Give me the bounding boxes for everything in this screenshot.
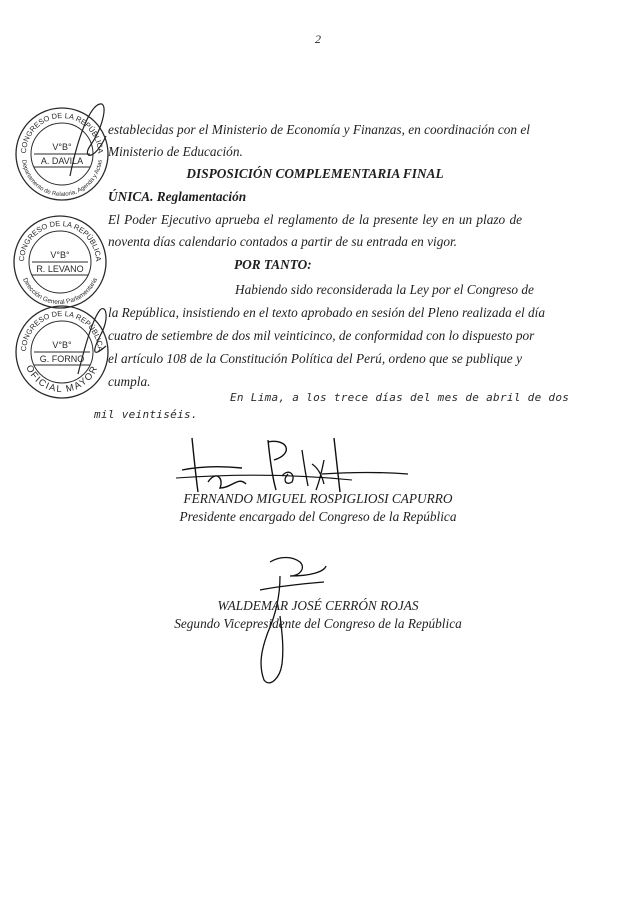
stamp-levano-vobo: V°B° (50, 250, 70, 260)
final-paragraph-line-3: cuatro de setiembre de dos mil veinticinco, de conformidad con lo dispuesto por (108, 328, 535, 343)
signatory-2-title: Segundo Vicepresidente del Congreso de la República (174, 616, 462, 631)
paragraph-1-line-1: establecidas por el Ministerio de Economía y Finanzas, en coordinación con el (108, 122, 530, 137)
page-number: 2 (315, 32, 321, 46)
date-line-1: En Lima, a los trece días del mes de abril de dos (230, 391, 570, 404)
signatory-1-title: Presidente encargado del Congreso de la República (179, 509, 457, 524)
date-line-2: mil veintiséis. (94, 408, 198, 421)
stamp-forno-name: G. FORNO (39, 354, 85, 364)
stamp-levano-ring-top: CONGRESO DE LA REPÚBLICA (16, 218, 104, 262)
article-body-line-2: noventa días calendario contados a partir de su entrada en vigor. (108, 234, 458, 249)
signatory-1-name: FERNANDO MIGUEL ROSPIGLIOSI CAPURRO (183, 491, 453, 506)
paragraph-1-line-2: Ministerio de Educación. (108, 144, 243, 159)
final-paragraph-line-5: cumpla. (108, 374, 151, 389)
final-paragraph-line-2: la República, insistiendo en el texto aprobado en sesión del Pleno realizada el día (108, 305, 545, 320)
article-body-line-1: El Poder Ejecutivo aprueba el reglamento de la presente ley en un plazo de (108, 212, 522, 227)
stamp-forno-ring-top: CONGRESO DE LA REPÚBLICA (18, 308, 106, 352)
stamp-davila-name: A. DAVILA (40, 156, 84, 166)
stamp-davila-ring-bottom: Departamento de Relatoría, Agenda y Actas (20, 159, 104, 199)
stamp-forno-ring-bottom: OFICIAL MAYOR (23, 363, 101, 396)
por-tanto-heading: POR TANTO: (234, 257, 312, 272)
stamp-forno-vobo: V°B° (52, 340, 72, 350)
section-title: DISPOSICIÓN COMPLEMENTARIA FINAL (186, 166, 444, 181)
stamp-levano (10, 212, 110, 312)
article-heading: ÚNICA. Reglamentación (108, 189, 247, 204)
stamp-levano-name: R. LEVANO (36, 264, 84, 274)
final-paragraph-line-4: el artículo 108 de la Constitución Política del Perú, ordeno que se publique y (108, 351, 522, 366)
stamp-davila-ring-top: CONGRESO DE LA REPÚBLICA (18, 110, 106, 154)
signatory-2-name: WALDEMAR JOSÉ CERRÓN ROJAS (217, 598, 419, 613)
final-paragraph-line-1: Habiendo sido reconsiderada la Ley por el Congreso de (235, 282, 534, 297)
stamp-levano-ring-bottom: Dirección General Parlamentaria (21, 276, 99, 307)
stamp-davila-vobo: V°B° (52, 142, 72, 152)
